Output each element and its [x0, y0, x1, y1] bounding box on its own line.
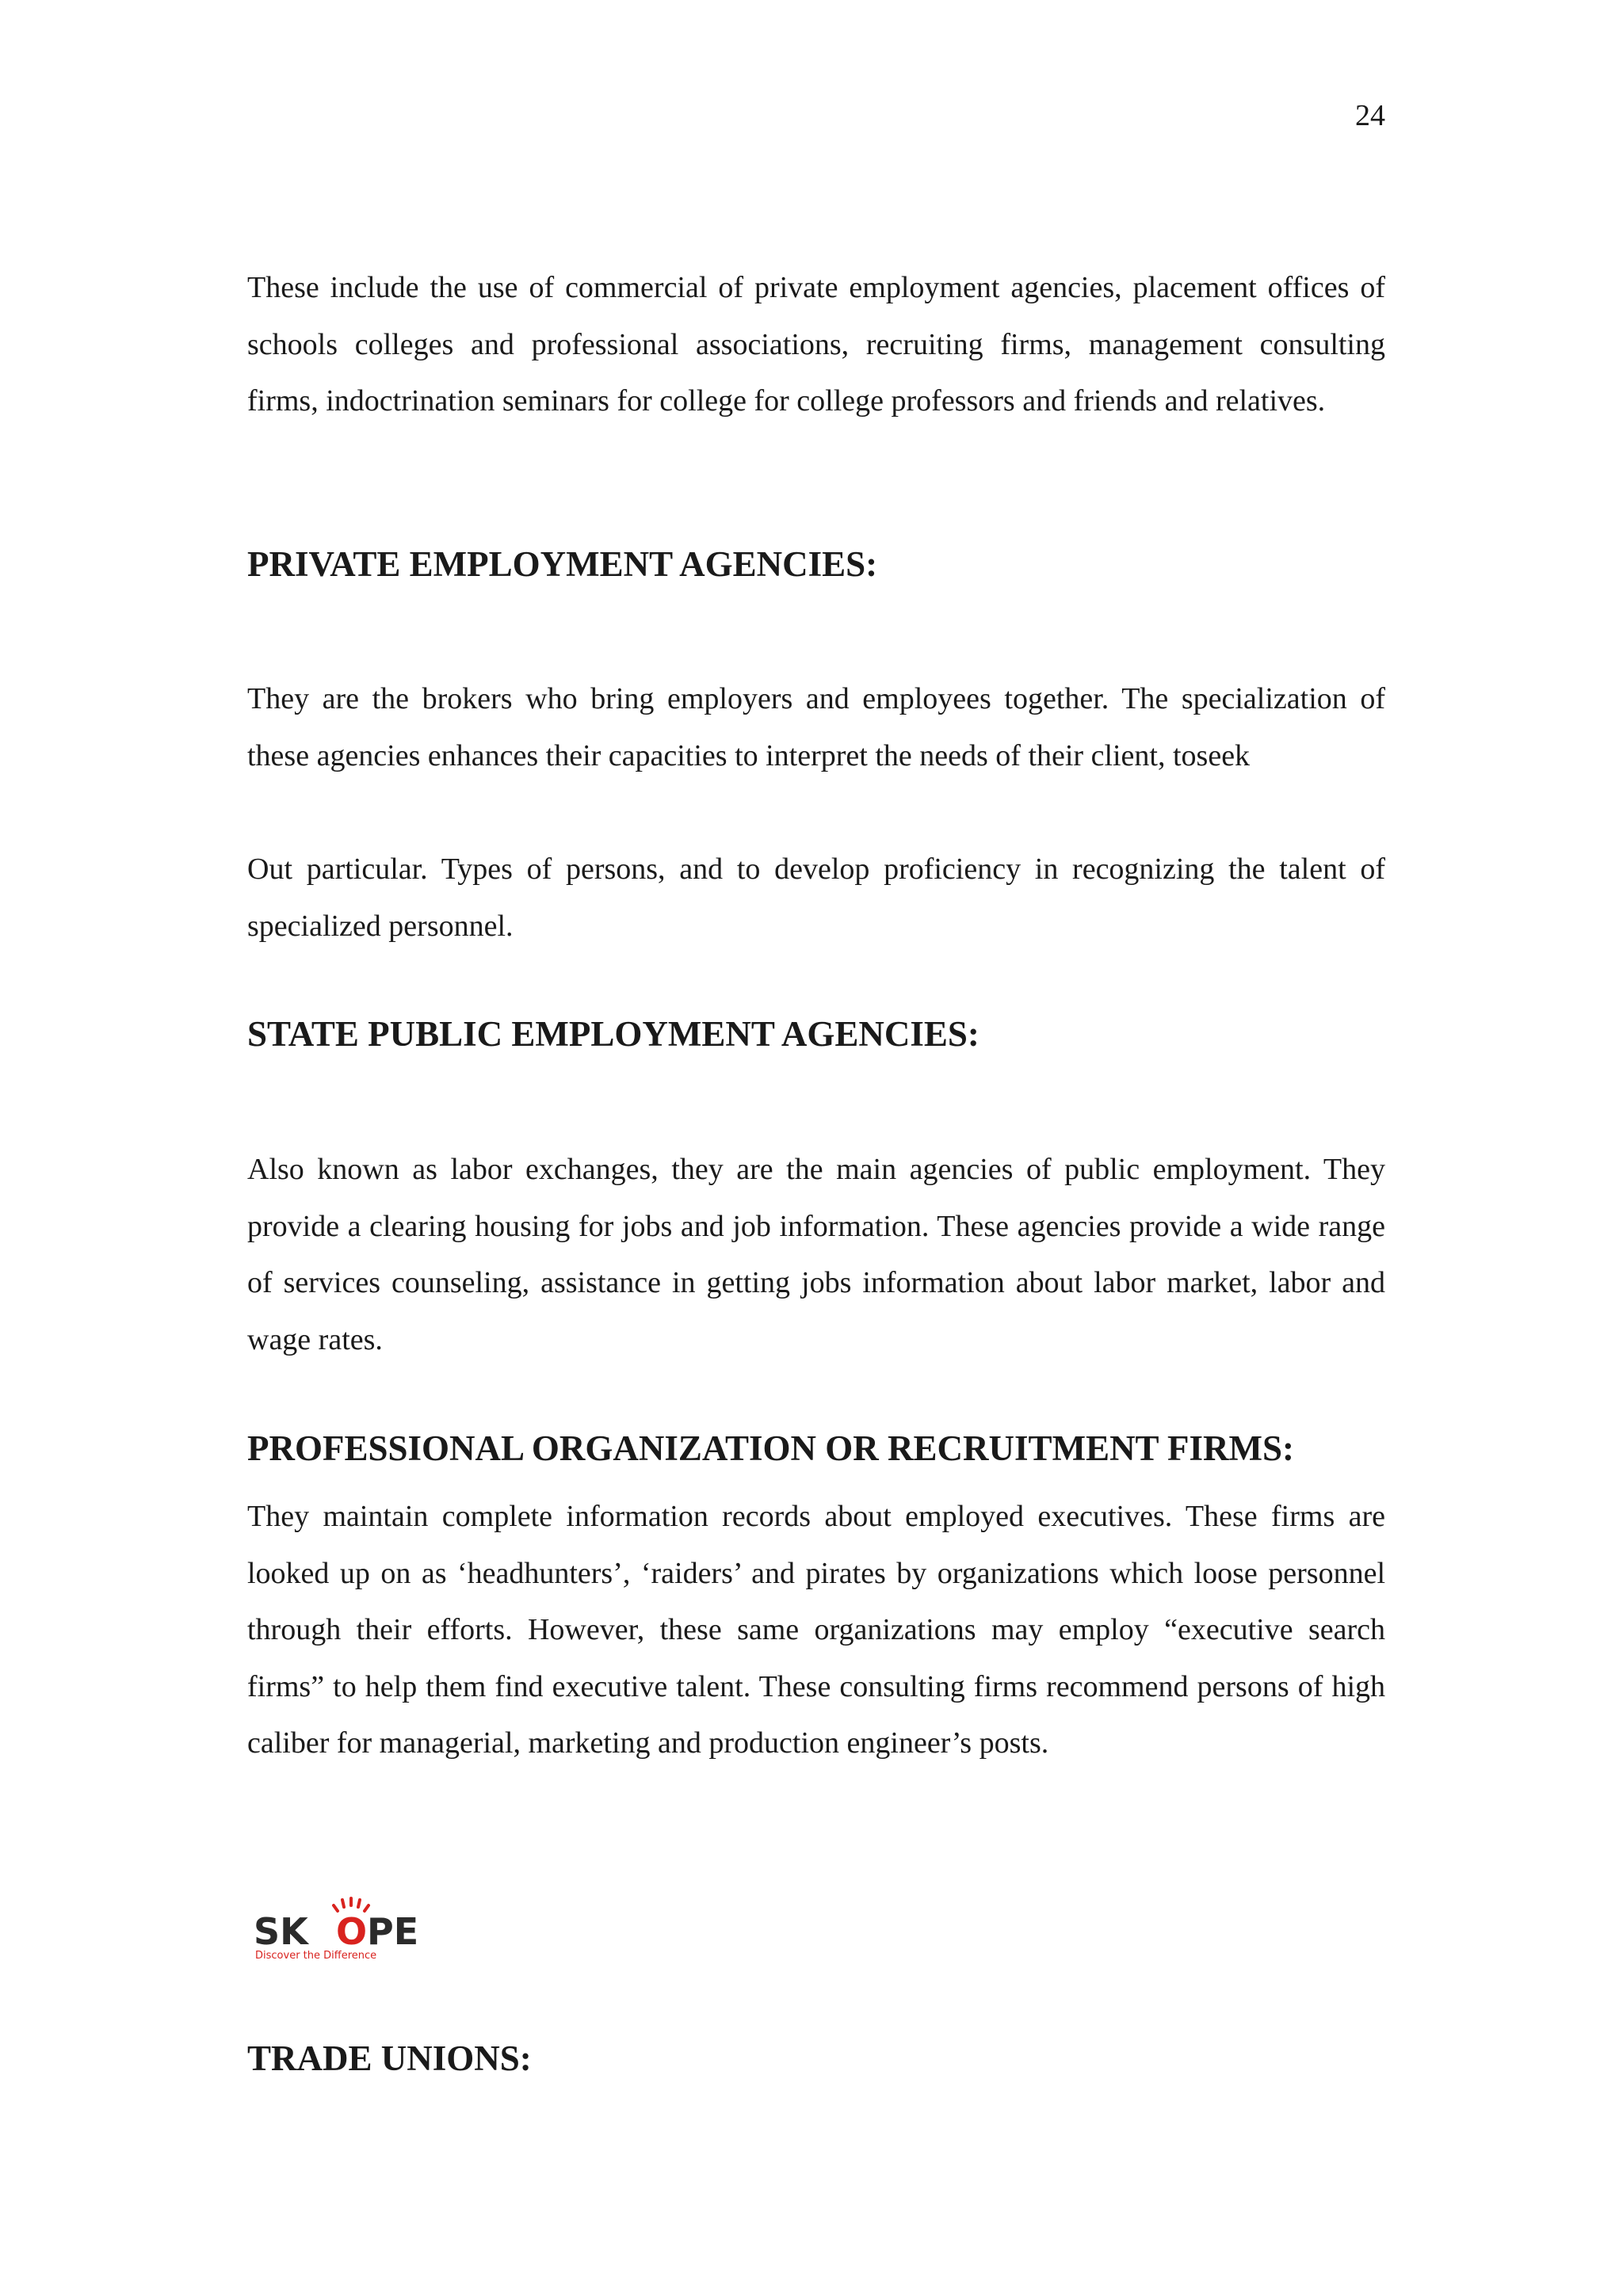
logo-letters-sk: SK — [254, 1910, 308, 1953]
intro-paragraph: These include the use of commercial of private employment agencies, placement offices of schools colleges and professional associations, recruiting firms, management consulting firms, indoctrination seminars for college for college professors and friends and relatives. — [247, 271, 1385, 418]
private-agencies-paragraph-2: Out particular. Types of persons, and to develop proficiency in recognizing the talent of specialized personnel. — [247, 852, 1385, 943]
heading-private-employment-agencies: PRIVATE EMPLOYMENT AGENCIES: — [247, 544, 878, 584]
professional-organization-paragraph: They maintain complete information records about employed executives. These firms are looked up on as ‘headhunters’, ‘raiders’ and pirates by organizations which loose personnel through their efforts. However, these same organizations may employ “executive search firms” to help them find executive talent. These consulting firms recommend persons of high caliber for managerial, marketing and production engineer’s posts. — [247, 1500, 1385, 1760]
heading-trade-unions: TRADE UNIONS: — [247, 2039, 532, 2078]
state-public-agencies-paragraph: Also known as labor exchanges, they are the main agencies of public employment. They provide a clearing housing for jobs and job information. These agencies provide a wide range of services counseling, assistance in getting jobs information about labor market, labor and wage rates. — [247, 1153, 1385, 1356]
logo-sun-rays — [334, 1898, 369, 1911]
logo-tagline: Discover the Difference — [255, 1950, 377, 1962]
private-agencies-paragraph-1: They are the brokers who bring employers and employees together. The specialization of these agencies enhances their capacities to interpret the needs of their client, toseek — [247, 682, 1385, 772]
heading-state-public-employment-agencies: STATE PUBLIC EMPLOYMENT AGENCIES: — [247, 1014, 980, 1054]
page-number: 24 — [1355, 99, 1385, 132]
skope-logo — [252, 1895, 450, 1966]
logo-letters-pe: PE — [367, 1910, 419, 1953]
heading-professional-organization: PROFESSIONAL ORGANIZATION OR RECRUITMENT FIRMS: — [247, 1428, 1294, 1468]
logo-letter-o: O — [336, 1910, 368, 1953]
